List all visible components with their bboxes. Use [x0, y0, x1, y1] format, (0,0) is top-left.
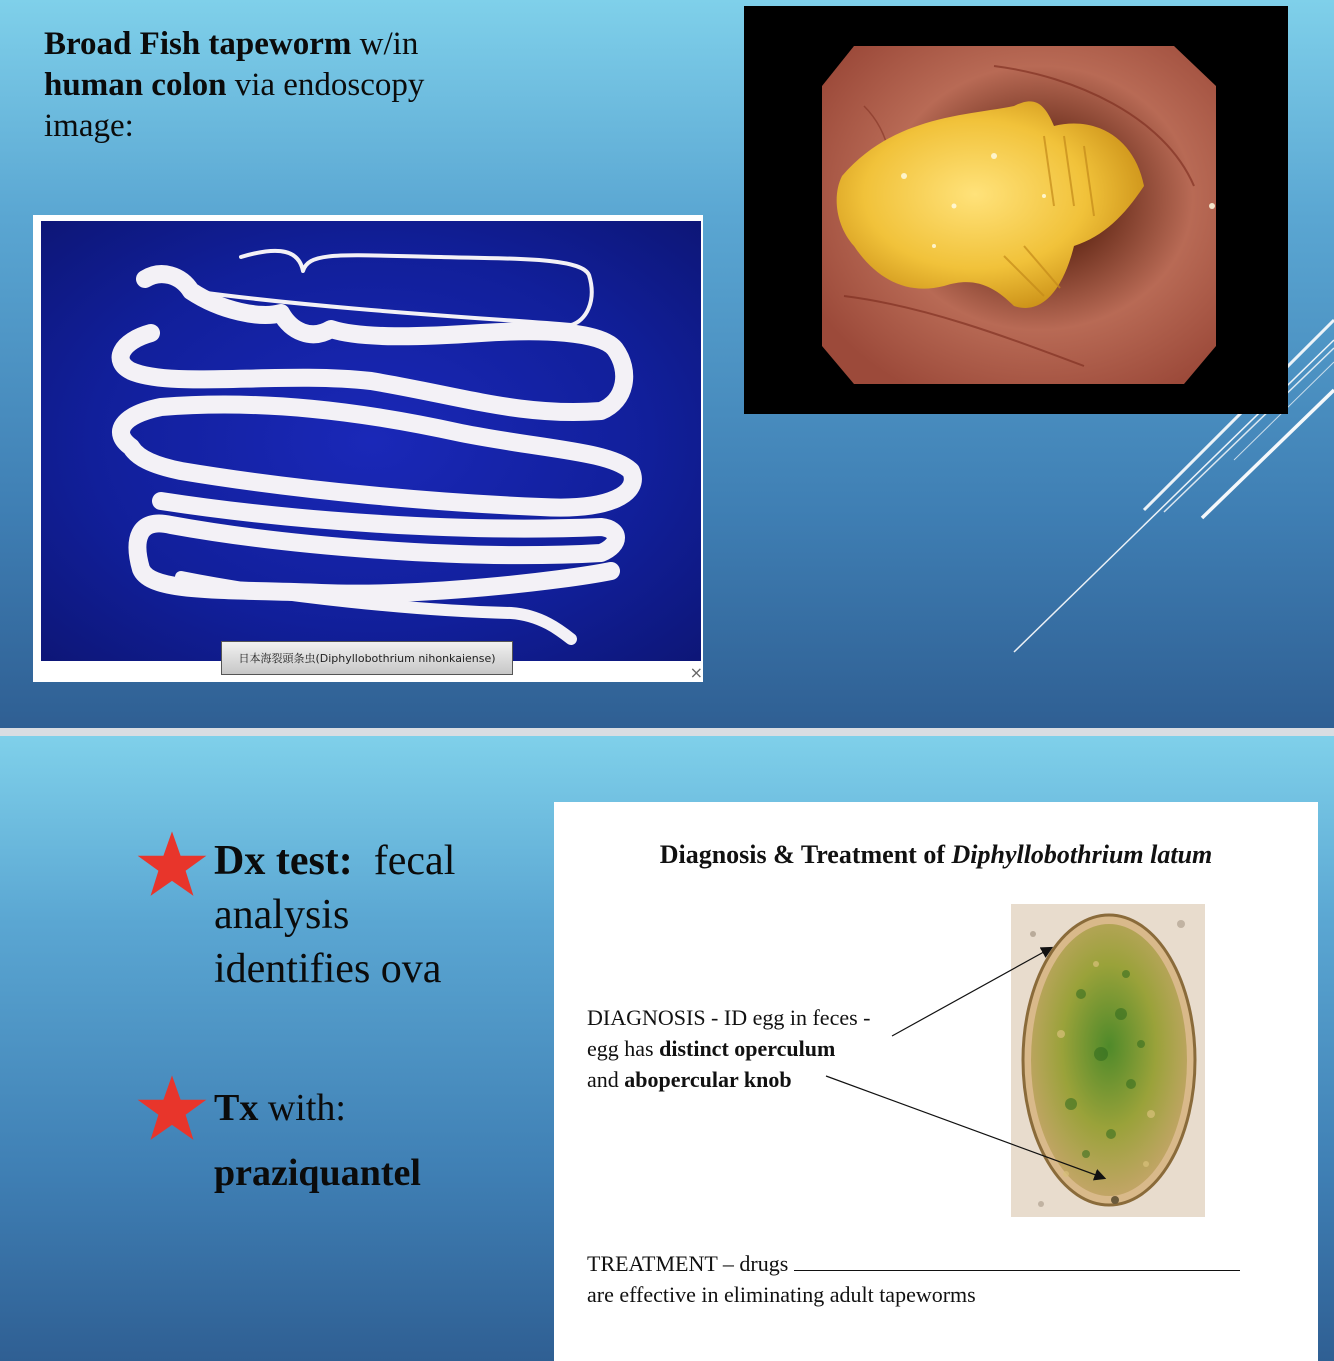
- abopercular-knob-term: abopercular knob: [624, 1067, 792, 1092]
- title-bold-location: human colon: [44, 67, 227, 103]
- tapeworm-specimen-label: 日本海裂頭条虫(Diphyllobothrium nihonkaiense): [221, 641, 513, 675]
- tapeworm-illustration: [41, 221, 701, 661]
- tapeworm-photo: [33, 215, 703, 682]
- treatment-line-2: are effective in eliminating adult tapeworms: [587, 1282, 976, 1307]
- slide-separator: [0, 728, 1334, 736]
- treatment-line-1: [587, 1248, 1287, 1279]
- handout-title-prefix: Diagnosis & Treatment of: [659, 840, 952, 869]
- star-icon: [136, 1074, 208, 1142]
- tx-text: with:: [258, 1087, 346, 1129]
- treatment-text: [587, 1248, 1287, 1310]
- star-icon: [136, 830, 208, 898]
- title-text: w/in: [351, 26, 419, 62]
- title-bold-species: Broad Fish tapeworm: [44, 26, 352, 62]
- diagnosis-line-2-text: egg has: [587, 1036, 660, 1061]
- handout-image: [554, 802, 1318, 1361]
- arrow-to-operculum: [892, 948, 1051, 1036]
- slide-title: [44, 24, 504, 147]
- diagnosis-line-3-text: and: [587, 1067, 625, 1092]
- treatment-line-1-text: TREATMENT – drugs: [587, 1251, 794, 1276]
- operculum-term: distinct operculum: [659, 1036, 836, 1061]
- dx-text: fecal analysis identifies ova: [214, 838, 456, 992]
- tx-label: Tx: [214, 1087, 259, 1129]
- dx-label: Dx test:: [214, 838, 353, 884]
- tx-bullet: [214, 1081, 346, 1135]
- slide-diagnosis-treatment: [0, 736, 1334, 1361]
- fill-in-blank: [794, 1248, 1240, 1271]
- photo-watermark: ×: [689, 663, 703, 682]
- tx-drug: praziquantel: [214, 1152, 421, 1194]
- endoscopy-image: [744, 6, 1288, 414]
- handout-title-species: Diphyllobothrium latum: [951, 840, 1213, 869]
- dx-bullet: [214, 834, 514, 996]
- arrow-to-knob: [826, 1076, 1104, 1178]
- title-text-method: via endoscopy image:: [44, 67, 425, 144]
- endoscopy-photo: [744, 6, 1288, 414]
- tapeworm-photo-background: [41, 221, 701, 661]
- diagnosis-line-1: DIAGNOSIS - ID egg in feces -: [587, 1005, 871, 1030]
